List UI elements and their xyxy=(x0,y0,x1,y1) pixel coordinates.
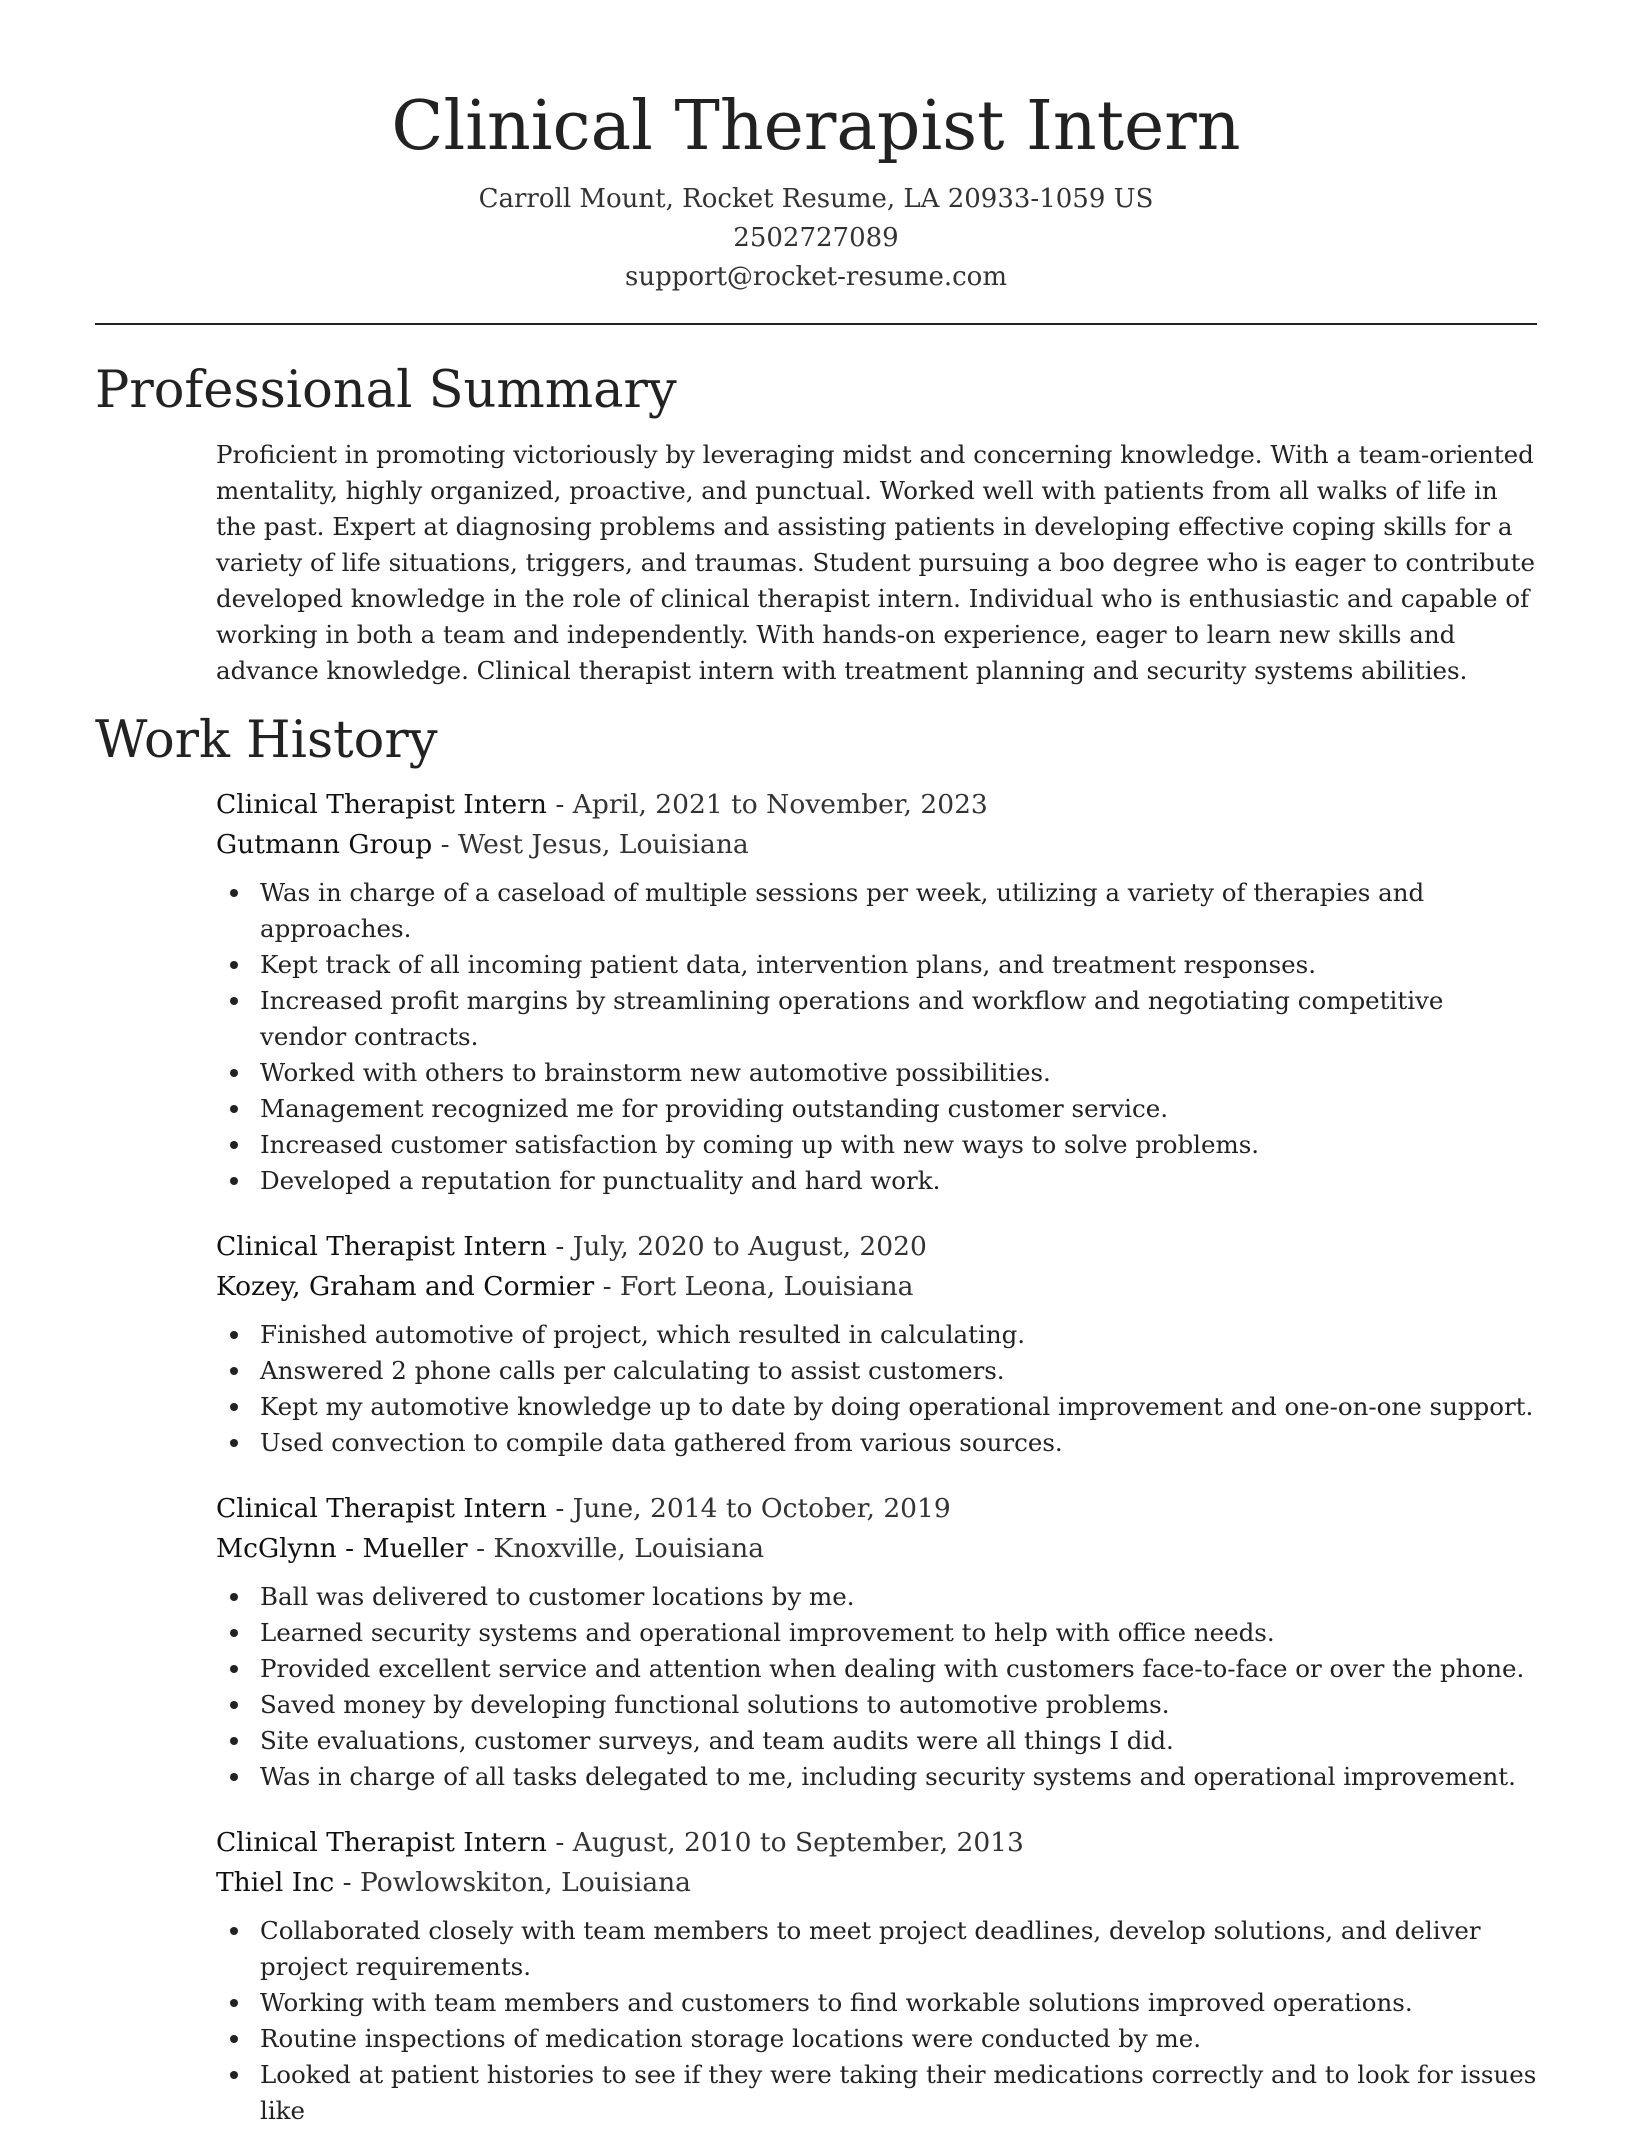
job-bullet-text: Finished automotive of project, which resulted in calculating. xyxy=(260,1320,1026,1349)
job-bullet xyxy=(216,1913,1537,1985)
job-title: Clinical Therapist Intern xyxy=(216,789,547,820)
job-bullet-text: Increased customer satisfaction by coming up with new ways to solve problems. xyxy=(260,1130,1260,1159)
job-entry xyxy=(216,1823,1537,2129)
job-employer-line xyxy=(216,1863,1537,1903)
candidate-name: Clinical Therapist Intern xyxy=(391,87,1241,166)
resume-page xyxy=(95,0,1537,2129)
job-bullet xyxy=(216,2057,1537,2129)
contact-block xyxy=(95,180,1537,297)
job-bullet-text: Saved money by developing functional solutions to automotive problems. xyxy=(260,1690,1170,1719)
bullet-dot-icon xyxy=(230,1665,238,1673)
resume-header xyxy=(95,0,1537,297)
bullet-dot-icon xyxy=(230,1141,238,1149)
job-bullet xyxy=(216,1579,1537,1615)
bullet-dot-icon xyxy=(230,997,238,1005)
job-bullet-text: Worked with others to brainstorm new automotive possibilities. xyxy=(260,1058,1051,1087)
bullet-dot-icon xyxy=(230,1593,238,1601)
job-entry xyxy=(216,1489,1537,1795)
job-bullet xyxy=(216,1055,1537,1091)
job-bullet-list xyxy=(216,1579,1537,1795)
job-dates: - June, 2014 to October, 2019 xyxy=(546,1493,951,1524)
job-location: - Fort Leona, Louisiana xyxy=(594,1271,914,1302)
job-bullet xyxy=(216,947,1537,983)
job-employer-line xyxy=(216,1267,1537,1307)
job-bullet xyxy=(216,2021,1537,2057)
bullet-dot-icon xyxy=(230,1773,238,1781)
job-bullet xyxy=(216,1425,1537,1461)
summary-heading: Professional Summary xyxy=(95,361,677,420)
job-employer-line xyxy=(216,825,1537,865)
bullet-dot-icon xyxy=(230,1439,238,1447)
contact-phone: 2502727089 xyxy=(733,223,899,253)
job-bullet-list xyxy=(216,1913,1537,2129)
job-bullet xyxy=(216,1091,1537,1127)
job-entry xyxy=(216,1227,1537,1461)
bullet-dot-icon xyxy=(230,2035,238,2043)
job-dates: - April, 2021 to November, 2023 xyxy=(546,789,988,820)
contact-email: support@rocket-resume.com xyxy=(624,262,1007,292)
job-location: - West Jesus, Louisiana xyxy=(432,829,749,860)
job-bullet xyxy=(216,1687,1537,1723)
header-divider xyxy=(95,323,1537,325)
job-dates: - July, 2020 to August, 2020 xyxy=(546,1231,927,1262)
job-spacer xyxy=(216,1461,1537,1489)
job-bullet xyxy=(216,1615,1537,1651)
job-bullet-text: Ball was delivered to customer locations by me. xyxy=(260,1582,855,1611)
job-bullet xyxy=(216,1353,1537,1389)
job-bullet xyxy=(216,1163,1537,1199)
job-bullet-text: Kept my automotive knowledge up to date by doing operational improvement and one-on-one support. xyxy=(260,1392,1534,1421)
job-bullet-text: Was in charge of a caseload of multiple sessions per week, utilizing a variety of therapies and approaches. xyxy=(260,878,1425,943)
job-employer: Thiel Inc xyxy=(216,1867,335,1898)
bullet-dot-icon xyxy=(230,1701,238,1709)
bullet-dot-icon xyxy=(230,1999,238,2007)
work-history-section xyxy=(216,785,1537,2129)
job-bullet-text: Management recognized me for providing outstanding customer service. xyxy=(260,1094,1169,1123)
job-title-line xyxy=(216,1489,1537,1529)
job-bullet xyxy=(216,1317,1537,1353)
summary-section xyxy=(216,437,1537,689)
job-bullet xyxy=(216,1759,1537,1795)
job-bullet-text: Collaborated closely with team members to meet project deadlines, develop solutions, and deliver project requirements. xyxy=(260,1916,1481,1981)
job-bullet-text: Answered 2 phone calls per calculating to assist customers. xyxy=(260,1356,1005,1385)
job-bullet-text: Used convection to compile data gathered from various sources. xyxy=(260,1428,1063,1457)
job-location: - Powlowskiton, Louisiana xyxy=(334,1867,691,1898)
job-bullet xyxy=(216,1723,1537,1759)
job-title-line xyxy=(216,785,1537,825)
bullet-dot-icon xyxy=(230,1737,238,1745)
bullet-dot-icon xyxy=(230,1367,238,1375)
job-location: - Knoxville, Louisiana xyxy=(467,1533,765,1564)
job-employer: Gutmann Group xyxy=(216,829,433,860)
bullet-dot-icon xyxy=(230,961,238,969)
job-bullet-text: Developed a reputation for punctuality and hard work. xyxy=(260,1166,941,1195)
job-employer-line xyxy=(216,1529,1537,1569)
bullet-dot-icon xyxy=(230,2071,238,2079)
job-bullet xyxy=(216,875,1537,947)
job-spacer xyxy=(216,1795,1537,1823)
job-entry xyxy=(216,785,1537,1199)
job-title-line xyxy=(216,1823,1537,1863)
bullet-dot-icon xyxy=(230,1177,238,1185)
job-bullet-text: Working with team members and customers to find workable solutions improved operations. xyxy=(260,1988,1413,2017)
job-bullet-text: Increased profit margins by streamlining operations and workflow and negotiating competitive vendor contracts. xyxy=(260,986,1444,1051)
job-bullet-list xyxy=(216,1317,1537,1461)
job-title: Clinical Therapist Intern xyxy=(216,1493,547,1524)
summary-text: Proficient in promoting victoriously by leveraging midst and concerning knowledge. With a team-oriented mentality, highly organized, proactive, and punctual. Worked well with patients from all walks of life in the past. Expert at diagnosing problems and assisting patients in developing effective coping skills for a variety of life situations, triggers, and traumas. Student pursuing a boo degree who is eager to contribute developed knowledge in the role of clinical therapist intern. Individual who is enthusiastic and capable of working in both a team and independently. With hands-on experience, eager to learn new skills and advance knowledge. Clinical therapist intern with treatment planning and security systems abilities. xyxy=(216,440,1535,685)
job-bullet xyxy=(216,1651,1537,1687)
bullet-dot-icon xyxy=(230,889,238,897)
work-history-heading: Work History xyxy=(95,711,438,770)
bullet-dot-icon xyxy=(230,1629,238,1637)
job-bullet xyxy=(216,983,1537,1055)
job-bullet-text: Site evaluations, customer surveys, and team audits were all things I did. xyxy=(260,1726,1174,1755)
job-bullet-text: Routine inspections of medication storage locations were conducted by me. xyxy=(260,2024,1202,2053)
job-bullet-text: Was in charge of all tasks delegated to me, including security systems and operational improvement. xyxy=(260,1762,1516,1791)
job-dates: - August, 2010 to September, 2013 xyxy=(546,1827,1024,1858)
job-employer: Kozey, Graham and Cormier xyxy=(216,1271,595,1302)
job-bullet xyxy=(216,1127,1537,1163)
contact-address: Carroll Mount, Rocket Resume, LA 20933-1059 US xyxy=(478,184,1154,214)
bullet-dot-icon xyxy=(230,1927,238,1935)
job-bullet xyxy=(216,1389,1537,1425)
job-spacer xyxy=(216,1199,1537,1227)
job-bullet-text: Provided excellent service and attention when dealing with customers face-to-face or over the phone. xyxy=(260,1654,1525,1683)
job-bullet xyxy=(216,1985,1537,2021)
job-employer: McGlynn - Mueller xyxy=(216,1533,468,1564)
job-bullet-text: Learned security systems and operational improvement to help with office needs. xyxy=(260,1618,1275,1647)
job-title: Clinical Therapist Intern xyxy=(216,1827,547,1858)
bullet-dot-icon xyxy=(230,1331,238,1339)
bullet-dot-icon xyxy=(230,1403,238,1411)
job-bullet-text: Kept track of all incoming patient data, intervention plans, and treatment responses. xyxy=(260,950,1317,979)
job-bullet-text: Looked at patient histories to see if they were taking their medications correctly and to look for issues like xyxy=(260,2060,1537,2125)
job-bullet-list xyxy=(216,875,1537,1199)
bullet-dot-icon xyxy=(230,1105,238,1113)
job-title: Clinical Therapist Intern xyxy=(216,1231,547,1262)
bullet-dot-icon xyxy=(230,1069,238,1077)
job-title-line xyxy=(216,1227,1537,1267)
